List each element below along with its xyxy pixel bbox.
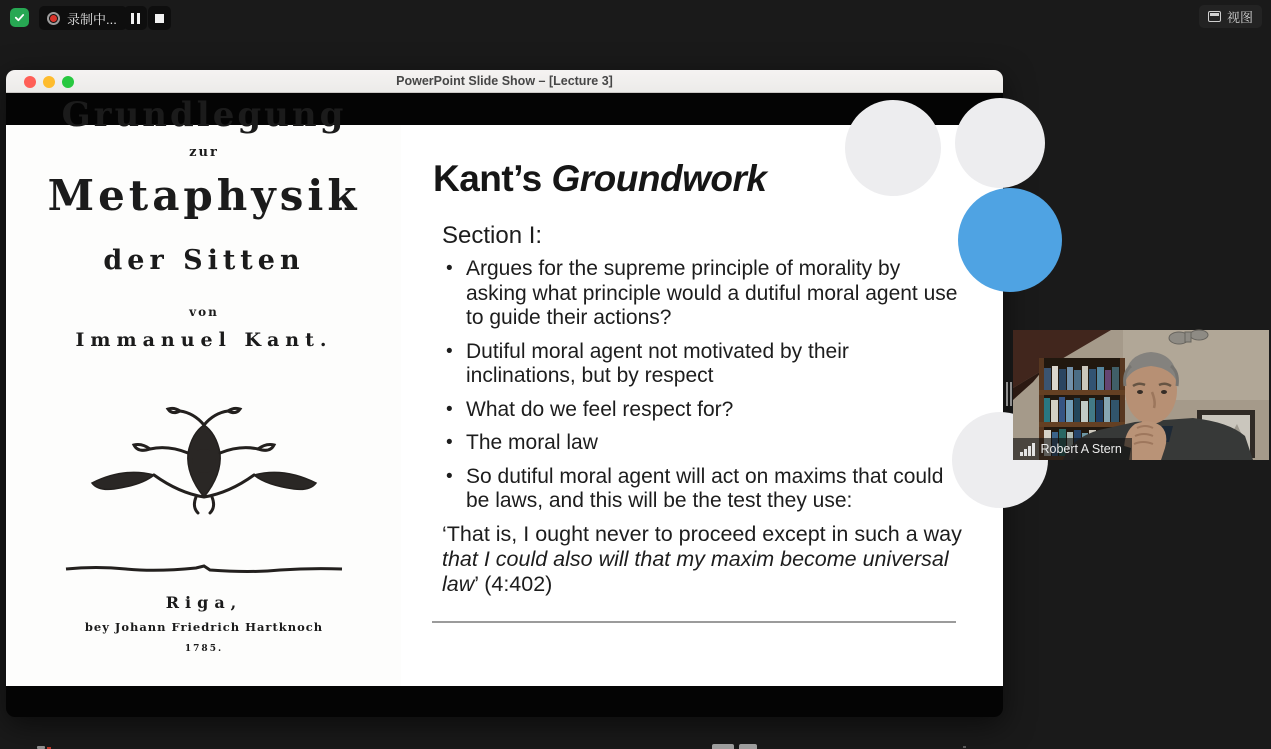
toolbar-icon-fragment-2[interactable] [739,744,757,749]
window-title: PowerPoint Slide Show – [Lecture 3] [396,74,613,88]
recording-indicator [39,6,127,30]
book-imprint-city: Riga, [165,593,243,612]
security-shield-icon[interactable] [10,8,29,27]
view-button[interactable] [1199,5,1262,28]
minimize-window-button[interactable] [43,76,55,88]
recording-label: 录制中... [67,11,117,27]
book-line-von: von [189,305,219,319]
book-line-zur: zur [189,145,219,160]
audio-level-icon [1020,443,1035,456]
pause-icon [131,13,140,24]
book-partial-top-line: Grundlegung [61,95,347,135]
book-imprint-publisher: bey Johann Friedrich Hartknoch [84,620,324,634]
participant-name: Robert A Stern [1040,442,1122,456]
slideshow-area[interactable] [6,93,1003,717]
decor-circle-gray-2 [955,98,1045,188]
slide-divider-line [432,621,956,623]
decor-circle-blue [958,188,1062,292]
stop-recording-button[interactable] [148,6,171,30]
record-dot-icon [47,12,60,25]
book-title-page-scan [7,95,401,686]
toolbar-icon-fragment-3 [963,746,966,748]
slide[interactable] [6,95,1003,686]
slide-quote: ‘That is, I ought never to proceed except in such a way that I could also will that my maxim become universal law’ (4:402) [442,522,962,596]
window-titlebar[interactable] [6,70,1003,93]
slide-title: Kant’s Groundwork [433,158,767,199]
book-line-subtitle: der Sitten [103,245,305,276]
traffic-lights [24,70,74,93]
book-line-author: Immanuel Kant. [75,329,333,351]
book-decorative-rule [64,565,344,573]
bullet-item: • The moral law [442,431,958,456]
powerpoint-window [6,70,1003,717]
participant-name-tag [1013,438,1132,460]
bullet-item: • Dutiful moral agent not motivated by their inclinations, but by respect [442,340,958,389]
view-button-label: 视图 [1226,10,1253,25]
pause-recording-button[interactable] [124,6,147,30]
decor-circle-gray-1 [845,100,941,196]
stop-icon [155,14,164,23]
bullet-item: • What do we feel respect for? [442,398,958,423]
slide-section-label: Section I: [442,222,543,249]
book-vignette-engraving [84,405,324,515]
participant-video[interactable] [1013,330,1269,460]
book-line-title: Metaphysik [47,171,361,220]
slide-bullet-list [442,257,958,523]
grid-view-icon [1208,11,1221,22]
zoom-window-button[interactable] [62,76,74,88]
bullet-item: • Argues for the supreme principle of morality by asking what principle would a dutiful moral agent use to guide their actions? [442,257,958,331]
bullet-item: • So dutiful moral agent will act on maxims that could be laws, and this will be the test they use: [442,465,958,514]
toolbar-icon-fragment-1[interactable] [712,744,734,749]
close-window-button[interactable] [24,76,36,88]
book-imprint-year: 1785. [184,644,224,654]
